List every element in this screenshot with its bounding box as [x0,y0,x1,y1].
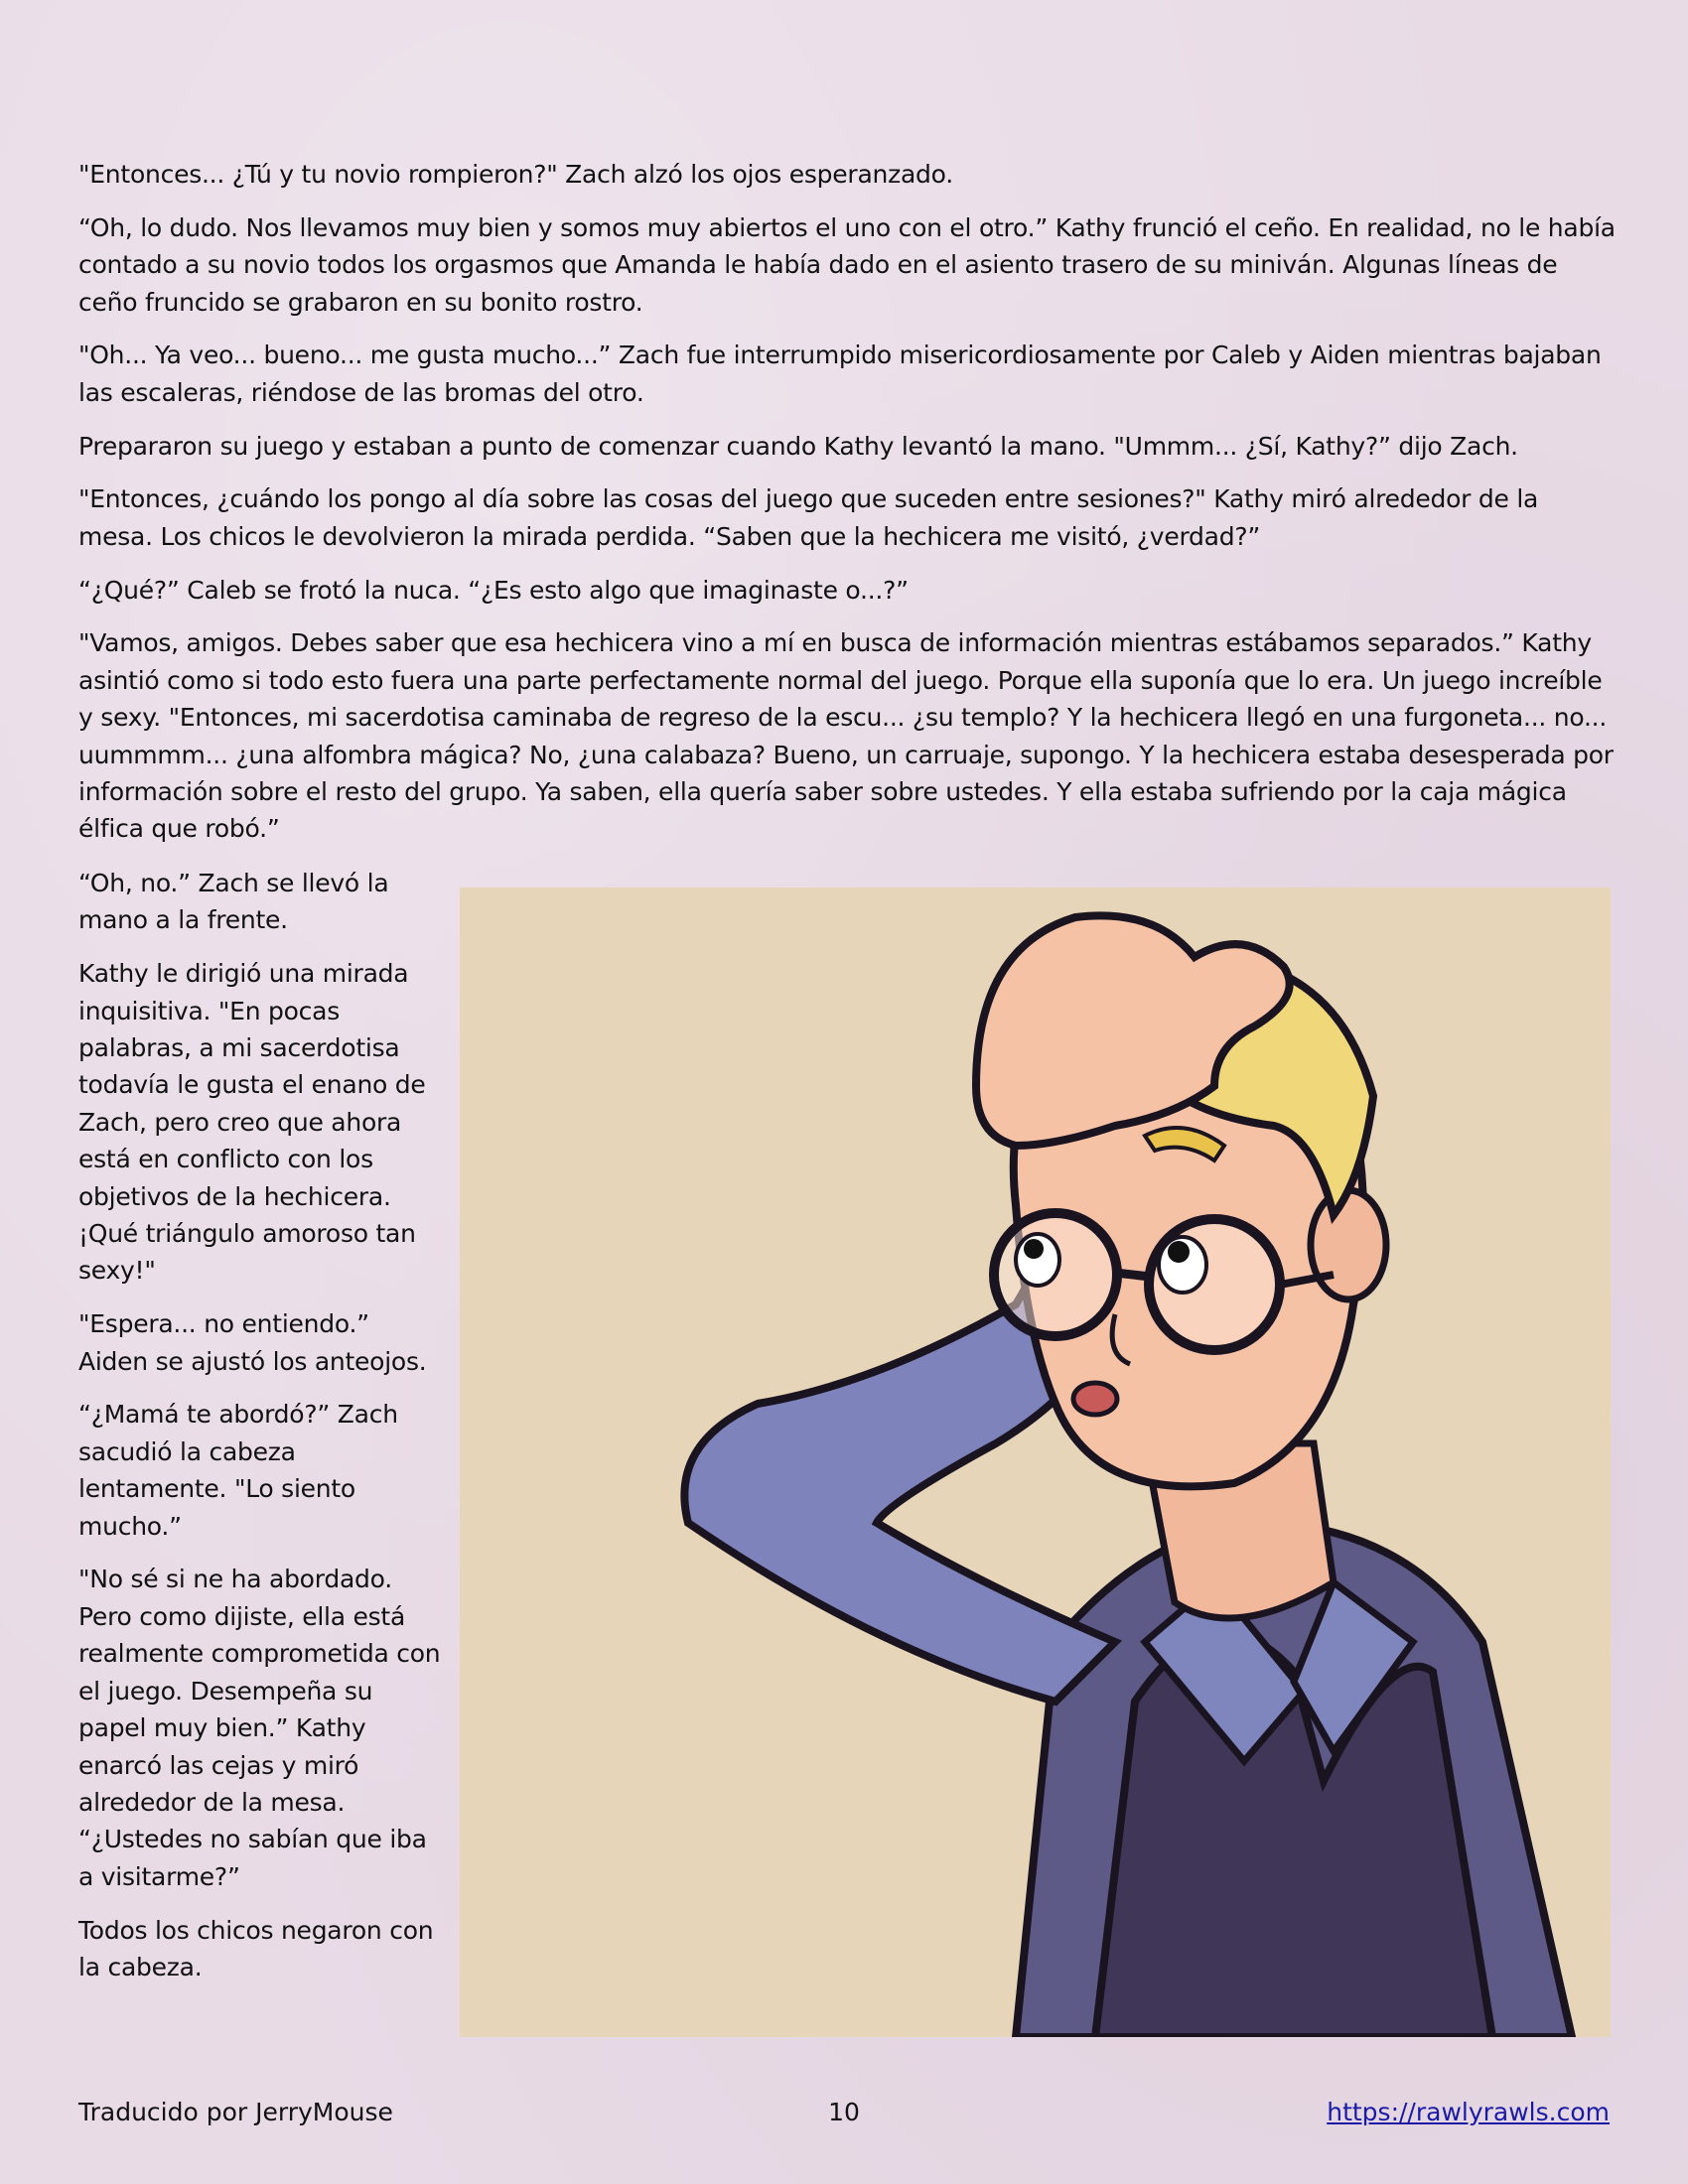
illustration-boy-with-glasses [460,887,1611,2037]
story-text-left-column [78,865,446,2002]
paragraph: "Oh... Ya veo... bueno... me gusta mucho...” Zach fue interrumpido misericordiosamente por Caleb y Aiden mientras bajaban las escaleras, riéndose de las bromas del otro. [78,341,1602,407]
paragraph: “Oh, lo dudo. Nos llevamos muy bien y somos muy abiertos el uno con el otro.” Kathy frunció el ceño. En realidad, no le había contado a su novio todos los orgasmos que Amanda le había dado en el asiento trasero de su miniván. Algunas líneas de ceño fruncido se grabaron en su bonito rostro. [78,212,1616,317]
paragraph: “¿Mamá te abordó?” Zach sacudió la cabeza lentamente. "Lo siento mucho.” [78,1400,398,1541]
mouth [1073,1383,1117,1415]
page-number: 10 [828,2098,860,2126]
glasses-bridge [1115,1273,1150,1277]
illustration-drawing [460,887,1611,2037]
ear [1311,1190,1386,1299]
story-text-top [78,156,1616,864]
pupil-left [1024,1239,1044,1259]
paragraph: "Entonces... ¿Tú y tu novio rompieron?" Zach alzó los ojos esperanzado. [78,160,953,189]
paragraph: "Vamos, amigos. Debes saber que esa hechicera vino a mí en busca de información mientras estábamos separados.” Kathy asintió como si todo esto fuera una parte perfectamente normal del juego. Porque ella suponía que lo era. Un juego increíble y sexy. "Entonces, mi sacerdotisa caminaba de regreso de la escu... ¿su templo? Y la hechicera llegó en una furgoneta... no... uummmm... ¿una alfombra mágica? No, ¿una calabaza? Bueno, un carruaje, supongo. Y la hechicera estaba desesperada por información sobre el resto del grupo. Ya saben, ella quería saber sobre ustedes. Y ella estaba sufriendo por la caja mágica élfica que robó.” [78,628,1614,844]
page-footer [78,2093,1610,2132]
paragraph: Prepararon su juego y estaban a punto de comenzar cuando Kathy levantó la mano. "Ummm... ¿Sí, Kathy?” dijo Zach. [78,431,1518,461]
website-link[interactable]: https://rawlyrawls.com [1327,2098,1610,2126]
paragraph: Kathy le dirigió una mirada inquisitiva. "En pocas palabras, a mi sacerdotisa todavía le gusta el enano de Zach, pero creo que ahora está en conflicto con los objetivos de la hechicera. ¡Qué triángulo amoroso tan sexy!" [78,959,426,1286]
paragraph: “Oh, no.” Zach se llevó la mano a la frente. [78,869,389,935]
translator-credit: Traducido por JerryMouse [78,2098,393,2126]
paragraph: "No sé si ne ha abordado. Pero como dijiste, ella está realmente comprometida con el juego. Desempeña su papel muy bien.” Kathy enarcó las cejas y miró alrededor de la mesa. “¿Ustedes no sabían que iba a visitarme?” [78,1565,441,1891]
pupil-right [1168,1241,1190,1263]
paragraph: “¿Qué?” Caleb se frotó la nuca. “¿Es esto algo que imaginaste o...?” [78,575,909,605]
paragraph: Todos los chicos negaron con la cabeza. [78,1915,434,1981]
paragraph: "Entonces, ¿cuándo los pongo al día sobre las cosas del juego que suceden entre sesiones?" Kathy miró alrededor de la mesa. Los chicos le devolvieron la mirada perdida. “Saben que la hechicera me visitó, ¿verdad?” [78,484,1539,551]
paragraph: "Espera... no entiendo.” Aiden se ajustó los anteojos. [78,1309,427,1376]
